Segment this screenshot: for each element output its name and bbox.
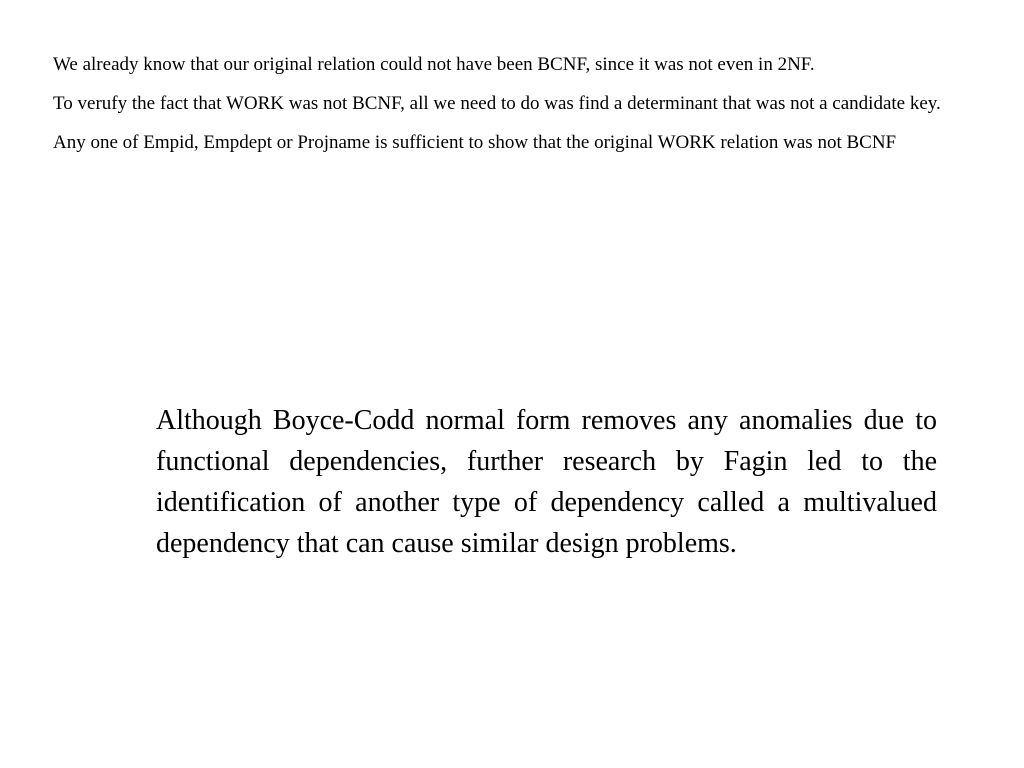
notes-block xyxy=(53,51,943,168)
note-paragraph-2: To verufy the fact that WORK was not BCNF, all we need to do was find a determinant that was not a candidate key. xyxy=(53,93,941,114)
note-paragraph-1: We already know that our original relation could not have been BCNF, since it was not even in 2NF. xyxy=(53,54,815,75)
main-paragraph: Although Boyce-Codd normal form removes any anomalies due to functional dependencies, further research by Fagin led to the identification of another type of dependency called a multivalued dependency that can cause similar design problems. xyxy=(156,405,937,559)
note-paragraph-3: Any one of Empid, Empdept or Projname is sufficient to show that the original WORK relation was not BCNF xyxy=(53,132,897,153)
